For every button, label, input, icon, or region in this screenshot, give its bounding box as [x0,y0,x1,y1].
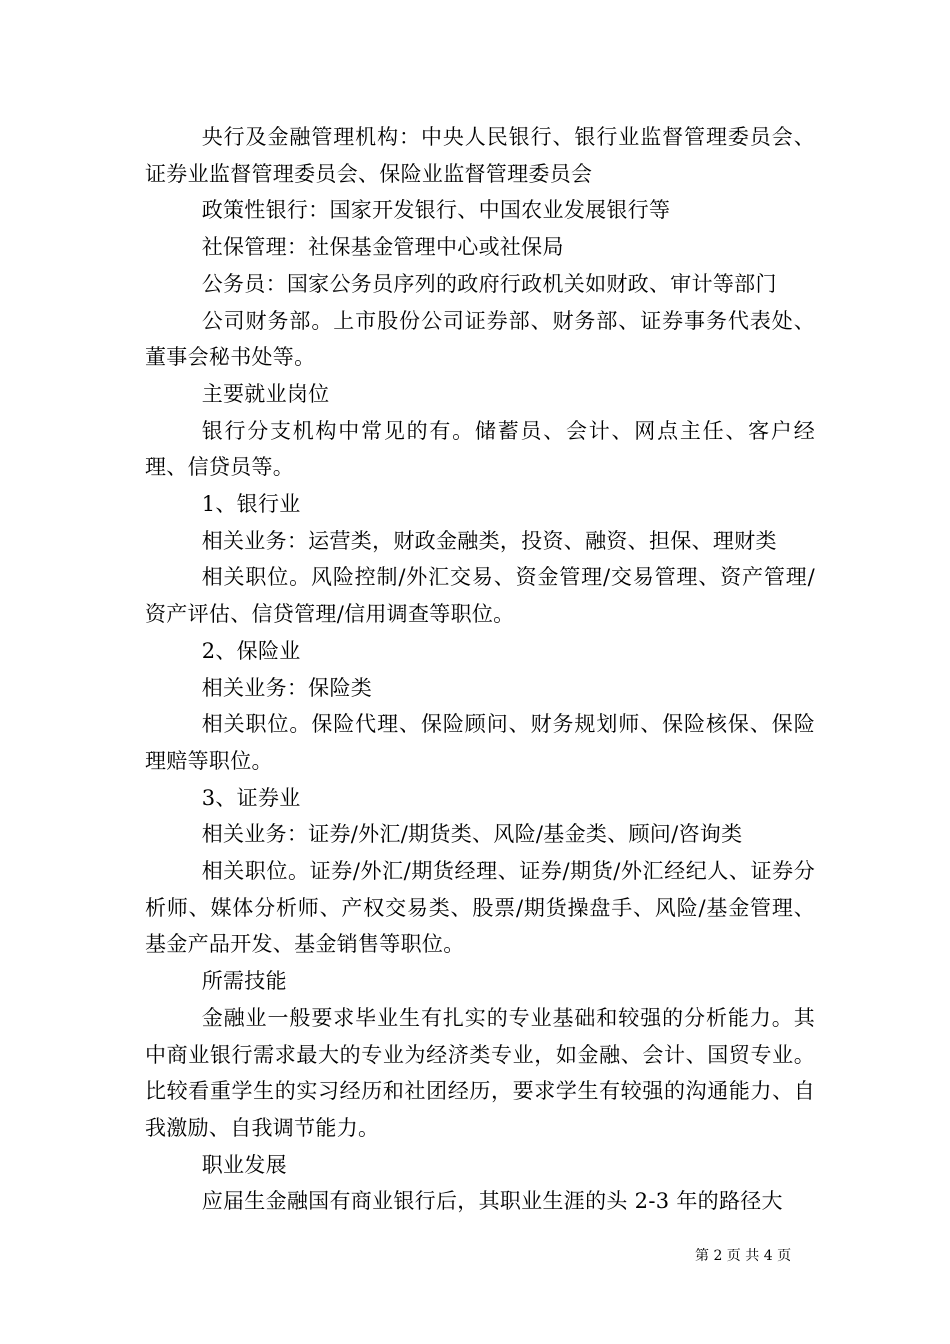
paragraph-securities-business: 相关业务：证券/外汇/期货类、风险/基金类、顾问/咨询类 [201,822,743,847]
document-body [145,119,815,1220]
paragraph-insurance-positions: 相关职位。保险代理、保险顾问、财务规划师、保险核保、保险理赔等职位。 [145,712,815,773]
paragraph-company-finance: 公司财务部。上市股份公司证券部、财务部、证券事务代表处、董事会秘书处等。 [145,308,815,370]
paragraph-policy-banks: 政策性银行：国家开发银行、中国农业发展银行等 [201,198,671,223]
heading-banking: 1、银行业 [201,492,301,517]
page-number-footer: 第 2 页 共 4 页 [695,1248,792,1264]
paragraph-civil-servant: 公务员：国家公务员序列的政府行政机关如财政、审计等部门 [201,271,777,296]
heading-securities: 3、证券业 [201,785,301,810]
paragraph-insurance-business: 相关业务：保险类 [201,675,373,700]
paragraph-required-skills: 金融业一般要求毕业生有扎实的专业基础和较强的分析能力。其中商业银行需求最大的专业为经济类专业，如金融、会计、国贸专业。比较看重学生的实习经历和社团经历，要求学生有较强的沟通能力、自我激励、自我调节能力。 [145,1005,815,1140]
paragraph-banking-business: 相关业务：运营类，财政金融类，投资、融资、担保、理财类 [201,528,777,553]
heading-required-skills: 所需技能 [201,969,287,994]
paragraph-social-security: 社保管理：社保基金管理中心或社保局 [201,235,564,260]
heading-career-development: 职业发展 [201,1152,287,1177]
paragraph-bank-branch-roles: 银行分支机构中常见的有。储蓄员、会计、网点主任、客户经理、信贷员等。 [145,418,815,480]
paragraph-banking-positions: 相关职位。风险控制/外汇交易、资金管理/交易管理、资产管理/资产评估、信贷管理/信用调查等职位。 [145,565,815,627]
heading-main-positions: 主要就业岗位 [201,381,330,406]
paragraph-central-bank-institutions: 央行及金融管理机构：中央人民银行、银行业监督管理委员会、证券业监督管理委员会、保险业监督管理委员会 [145,125,815,186]
paragraph-securities-positions: 相关职位。证券/外汇/期货经理、证券/期货/外汇经纪人、证券分析师、媒体分析师、产权交易类、股票/期货操盘手、风险/基金管理、基金产品开发、基金销售等职位。 [145,859,815,957]
paragraph-career-development: 应届生金融国有商业银行后，其职业生涯的头 2-3 年的路径大 [201,1189,783,1214]
heading-insurance: 2、保险业 [201,638,301,663]
